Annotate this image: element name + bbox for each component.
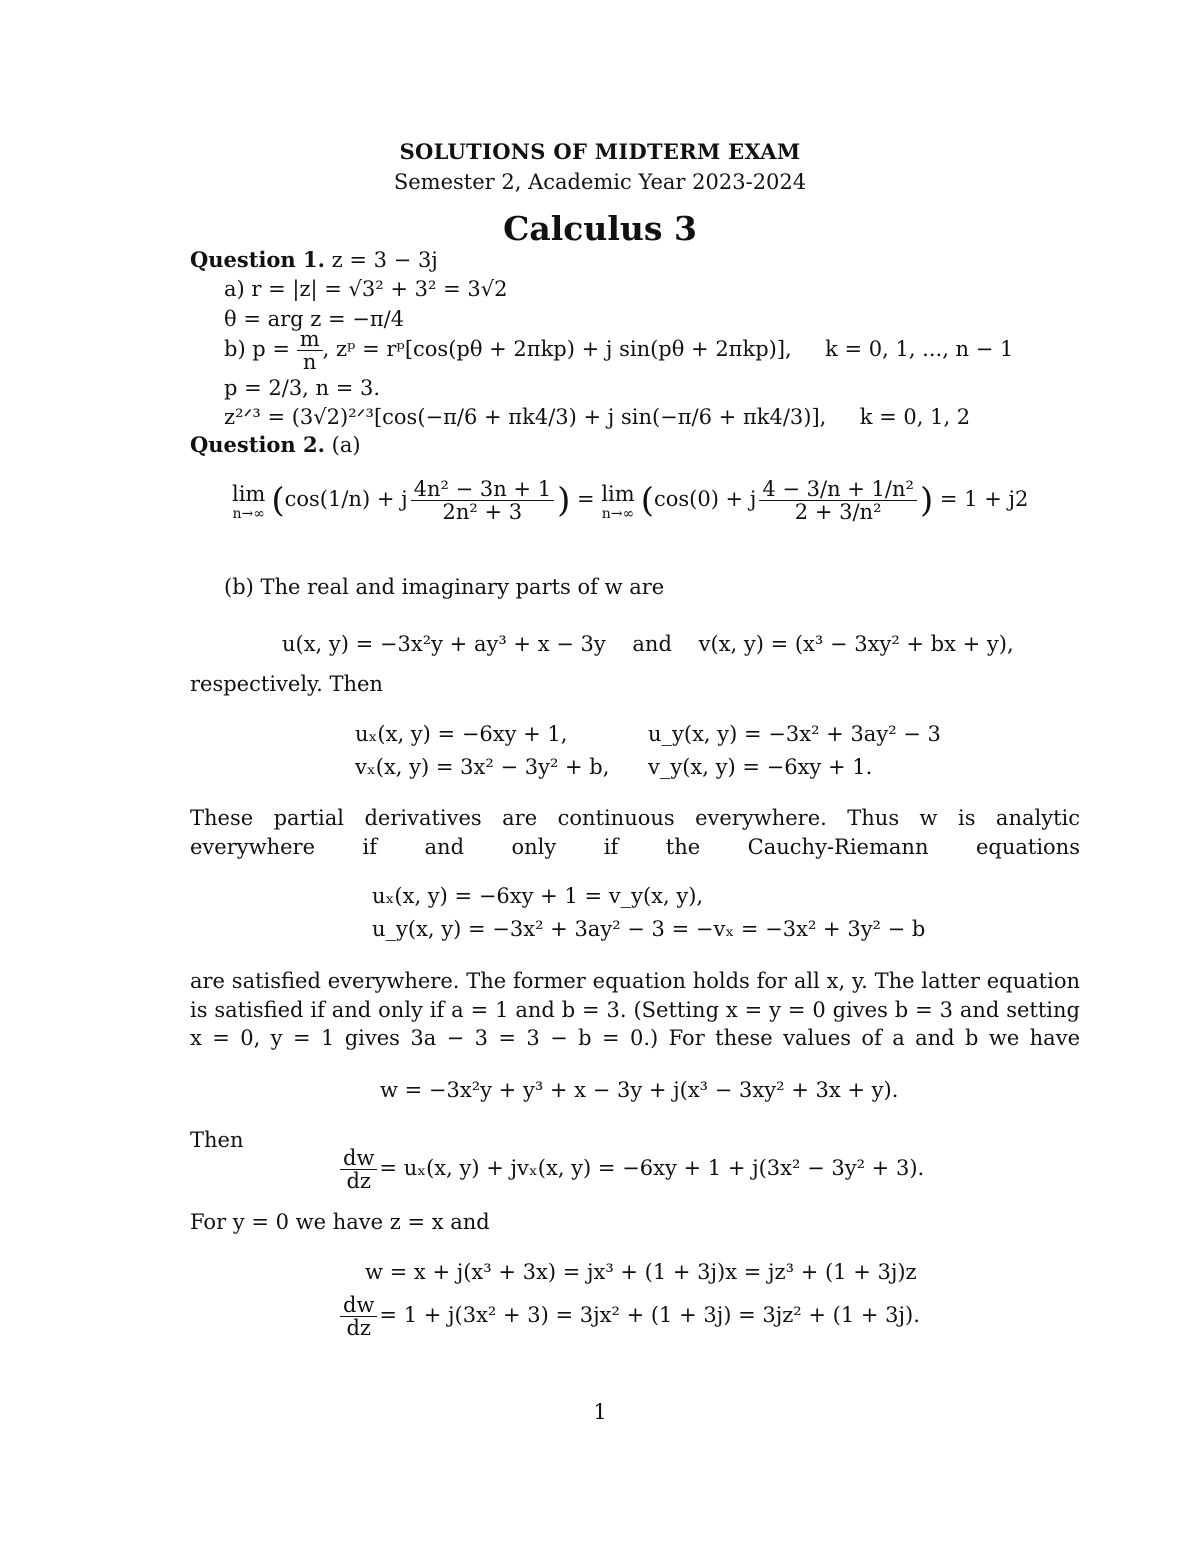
lim-subscript: n→∞ bbox=[601, 505, 635, 522]
course-title: Calculus 3 bbox=[503, 209, 697, 248]
w-at-y0: w = x + j(x³ + 3x) = jx³ + (1 + 3j)x = jz³ + (1 + 3j)z bbox=[365, 1260, 917, 1284]
equals-sign: = bbox=[577, 487, 595, 511]
question-2-heading bbox=[190, 433, 361, 457]
document-title: SOLUTIONS OF MIDTERM EXAM bbox=[399, 139, 801, 164]
fraction-numerator: 4 − 3/n + 1/n² bbox=[759, 478, 917, 501]
limit-lhs-prefix: cos(1/n) + j bbox=[284, 487, 408, 511]
derivative-rhs: = uₓ(x, y) + jvₓ(x, y) = −6xy + 1 + j(3x² − 3y² + 3). bbox=[379, 1156, 925, 1180]
dw-dz-fraction bbox=[340, 1294, 377, 1339]
cauchy-riemann-eq-1: uₓ(x, y) = −6xy + 1 = v_y(x, y), bbox=[372, 884, 704, 908]
q1-part-a-modulus: a) r = |z| = √3² + 3² = 3√2 bbox=[224, 277, 508, 301]
lim-text: lim bbox=[601, 481, 635, 506]
q1-b-suffix: , zᵖ = rᵖ[cos(pθ + 2πkp) + j sin(pθ + 2πkp)], k = 0, 1, ..., n − 1 bbox=[322, 337, 1014, 361]
document-subtitle: Semester 2, Academic Year 2023-2024 bbox=[393, 170, 807, 194]
cauchy-riemann-eq-2: u_y(x, y) = −3x² + 3ay² − 3 = −vₓ = −3x² + 3y² − b bbox=[372, 917, 926, 941]
right-paren-icon: ) bbox=[557, 480, 571, 521]
partial-uy: u_y(x, y) = −3x² + 3ay² − 3 bbox=[648, 722, 941, 746]
fraction-denominator: n bbox=[302, 350, 317, 374]
question-1-given: z = 3 − 3j bbox=[331, 248, 438, 272]
dw-dz-fraction bbox=[340, 1147, 377, 1192]
limit-rhs-fraction bbox=[759, 478, 917, 523]
fraction-numerator: dw bbox=[340, 1147, 377, 1170]
limit-operator-left bbox=[232, 481, 265, 521]
limit-operator-right bbox=[601, 481, 634, 521]
limit-equation bbox=[232, 478, 1028, 523]
left-paren-icon: ( bbox=[640, 480, 654, 521]
respectively-text: respectively. Then bbox=[190, 672, 383, 696]
q1-b-prefix: b) p = bbox=[224, 337, 297, 361]
question-2-label: Question 2. bbox=[190, 432, 325, 457]
then-text: Then bbox=[190, 1128, 244, 1152]
limit-rhs-prefix: cos(0) + j bbox=[653, 487, 757, 511]
fraction-denominator: dz bbox=[346, 1169, 371, 1193]
paragraph-conditions: are satisfied everywhere. The former equation holds for all x, y. The latter equation is satisfied if and only if a = 1 and b = 3. (Setting x = y = 0 gives b = 3 and setting x = 0, y = 1 gives 3a − 3 = 3 − b = 0.) For these values of a and b we have bbox=[190, 969, 1080, 1050]
lim-text: lim bbox=[232, 481, 266, 506]
lim-subscript: n→∞ bbox=[232, 505, 265, 522]
right-paren-icon: ) bbox=[919, 480, 934, 521]
question-1-label: Question 1. bbox=[190, 247, 325, 272]
limit-lhs-fraction bbox=[411, 478, 554, 523]
w-expression: w = −3x²y + y³ + x − 3y + j(x³ − 3xy² + 3x + y). bbox=[380, 1078, 899, 1102]
page-number: 1 bbox=[593, 1400, 607, 1424]
for-y0-text: For y = 0 we have z = x and bbox=[190, 1210, 490, 1234]
fraction-denominator: dz bbox=[346, 1316, 371, 1340]
fraction-numerator: m bbox=[297, 328, 323, 351]
partial-ux: uₓ(x, y) = −6xy + 1, bbox=[355, 722, 568, 746]
fraction-denominator: 2n² + 3 bbox=[442, 500, 523, 524]
limit-result: = 1 + j2 bbox=[939, 487, 1029, 511]
fraction-numerator: dw bbox=[340, 1294, 377, 1317]
partial-vy: v_y(x, y) = −6xy + 1. bbox=[648, 755, 873, 779]
derivative-equation bbox=[340, 1147, 924, 1192]
fraction-numerator: 4n² − 3n + 1 bbox=[411, 478, 554, 501]
q1-part-b-values: p = 2/3, n = 3. bbox=[224, 376, 381, 400]
left-paren-icon: ( bbox=[271, 480, 285, 521]
partial-vx: vₓ(x, y) = 3x² − 3y² + b, bbox=[355, 755, 610, 779]
part-b-intro: (b) The real and imaginary parts of w are bbox=[224, 575, 665, 599]
fraction-denominator: 2 + 3/n² bbox=[794, 500, 882, 524]
derivative-y0-rhs: = 1 + j(3x² + 3) = 3jx² + (1 + 3j) = 3jz² + (1 + 3j). bbox=[379, 1303, 920, 1327]
question-1-heading bbox=[190, 248, 438, 272]
paragraph-continuity: These partial derivatives are continuous everywhere. Thus w is analytic everywhere if and only if the Cauchy-Riemann equations bbox=[190, 806, 1080, 859]
uv-definitions: u(x, y) = −3x²y + ay³ + x − 3y and v(x, y) = (x³ − 3xy² + bx + y), bbox=[282, 632, 1014, 656]
question-2-part-a-label: (a) bbox=[331, 433, 361, 457]
q1-part-a-argument: θ = arg z = −π/4 bbox=[224, 307, 405, 331]
q1-fraction-m-over-n bbox=[297, 328, 323, 373]
q1-part-b-formula bbox=[224, 328, 1013, 373]
q1-part-b-roots: z²ᐟ³ = (3√2)²ᐟ³[cos(−π/6 + πk4/3) + j sin(−π/6 + πk4/3)], k = 0, 1, 2 bbox=[224, 405, 971, 429]
derivative-at-y0 bbox=[340, 1294, 920, 1339]
